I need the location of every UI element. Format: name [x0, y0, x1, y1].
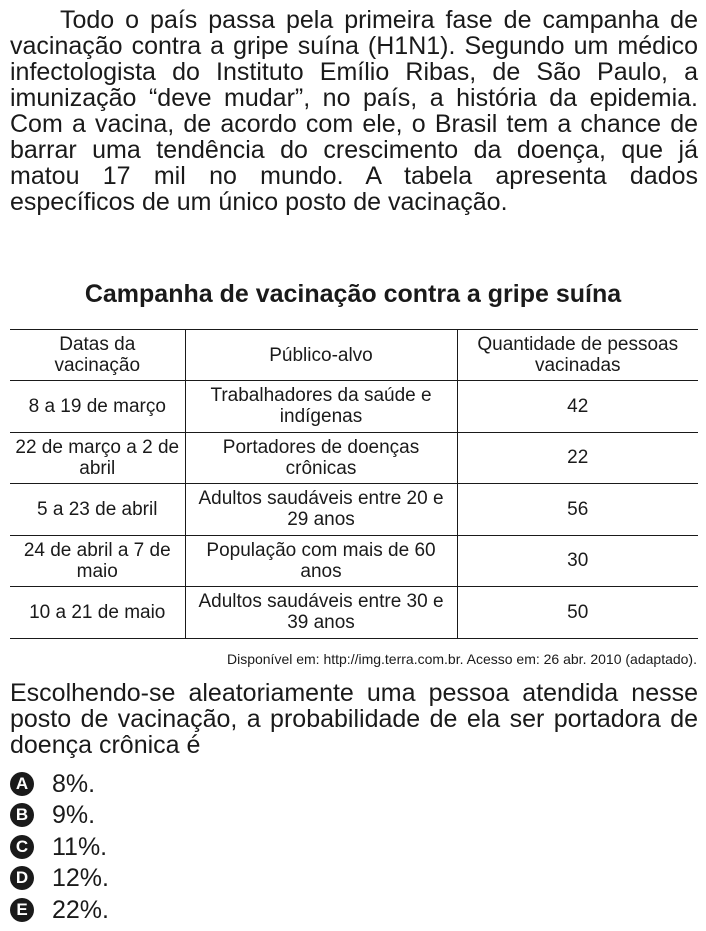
cell-dates: 8 a 19 de março: [10, 381, 185, 433]
question-stem: Escolhendo-se aleatoriamente uma pessoa atendida nesse posto de vacinação, a probabilidade de ela ser portadora de doença crônica é: [10, 679, 698, 759]
header-dates: Datas da vacinação: [10, 330, 185, 381]
cell-target-audience: Adultos saudáveis entre 30 e 39 anos: [185, 587, 457, 639]
cell-dates: 24 de abril a 7 de maio: [10, 535, 185, 587]
cell-target-audience: População com mais de 60 anos: [185, 535, 457, 587]
table-title: Campanha de vacinação contra a gripe suína: [84, 280, 622, 308]
option-text: 11%.: [52, 832, 108, 861]
option-d[interactable]: [10, 863, 109, 895]
option-e[interactable]: [10, 894, 109, 926]
cell-vaccinated-count: 22: [457, 432, 698, 484]
option-c[interactable]: [10, 831, 109, 863]
option-b[interactable]: [10, 800, 109, 832]
option-letter-badge: C: [10, 835, 34, 859]
cell-dates: 5 a 23 de abril: [10, 484, 185, 536]
header-vaccinated-count: Quantidade de pessoas vacinadas: [457, 330, 698, 381]
answer-options: [10, 768, 109, 926]
option-text: 22%.: [52, 895, 109, 924]
option-text: 12%.: [52, 864, 109, 893]
option-letter-badge: B: [10, 803, 34, 827]
cell-dates: 10 a 21 de maio: [10, 587, 185, 639]
cell-target-audience: Adultos saudáveis entre 20 e 29 anos: [185, 484, 457, 536]
option-letter-badge: D: [10, 866, 34, 890]
source-citation: Disponível em: http://img.terra.com.br. Acesso em: 26 abr. 2010 (adaptado).: [226, 651, 697, 667]
table-row: [10, 484, 698, 536]
table-row: [10, 381, 698, 433]
option-text: 9%.: [52, 801, 96, 830]
intro-paragraph: Todo o país passa pela primeira fase de campanha de vacinação contra a gripe suína (H1N1). Segundo um médico infectologista do Instituto Emílio Ribas, de São Paulo, a imunização “deve mudar”, no país, a história da epidemia. Com a vacina, de acordo com ele, o Brasil tem a chance de barrar uma tendência do crescimento da doença, que já matou 17 mil no mundo. A tabela apresenta dados específicos de um único posto de vacinação.: [10, 6, 698, 216]
table-row: [10, 535, 698, 587]
cell-target-audience: Portadores de doenças crônicas: [185, 432, 457, 484]
option-letter-badge: A: [10, 772, 34, 796]
table-header-row: [10, 330, 698, 381]
cell-vaccinated-count: 56: [457, 484, 698, 536]
option-text: 8%.: [52, 769, 96, 798]
cell-dates: 22 de março a 2 de abril: [10, 432, 185, 484]
cell-vaccinated-count: 30: [457, 535, 698, 587]
cell-vaccinated-count: 42: [457, 381, 698, 433]
table-row: [10, 432, 698, 484]
header-target-audience: Público-alvo: [185, 330, 457, 381]
vaccination-table: [10, 329, 698, 639]
table-row: [10, 587, 698, 639]
option-letter-badge: E: [10, 898, 34, 922]
option-a[interactable]: [10, 768, 109, 800]
cell-target-audience: Trabalhadores da saúde e indígenas: [185, 381, 457, 433]
cell-vaccinated-count: 50: [457, 587, 698, 639]
